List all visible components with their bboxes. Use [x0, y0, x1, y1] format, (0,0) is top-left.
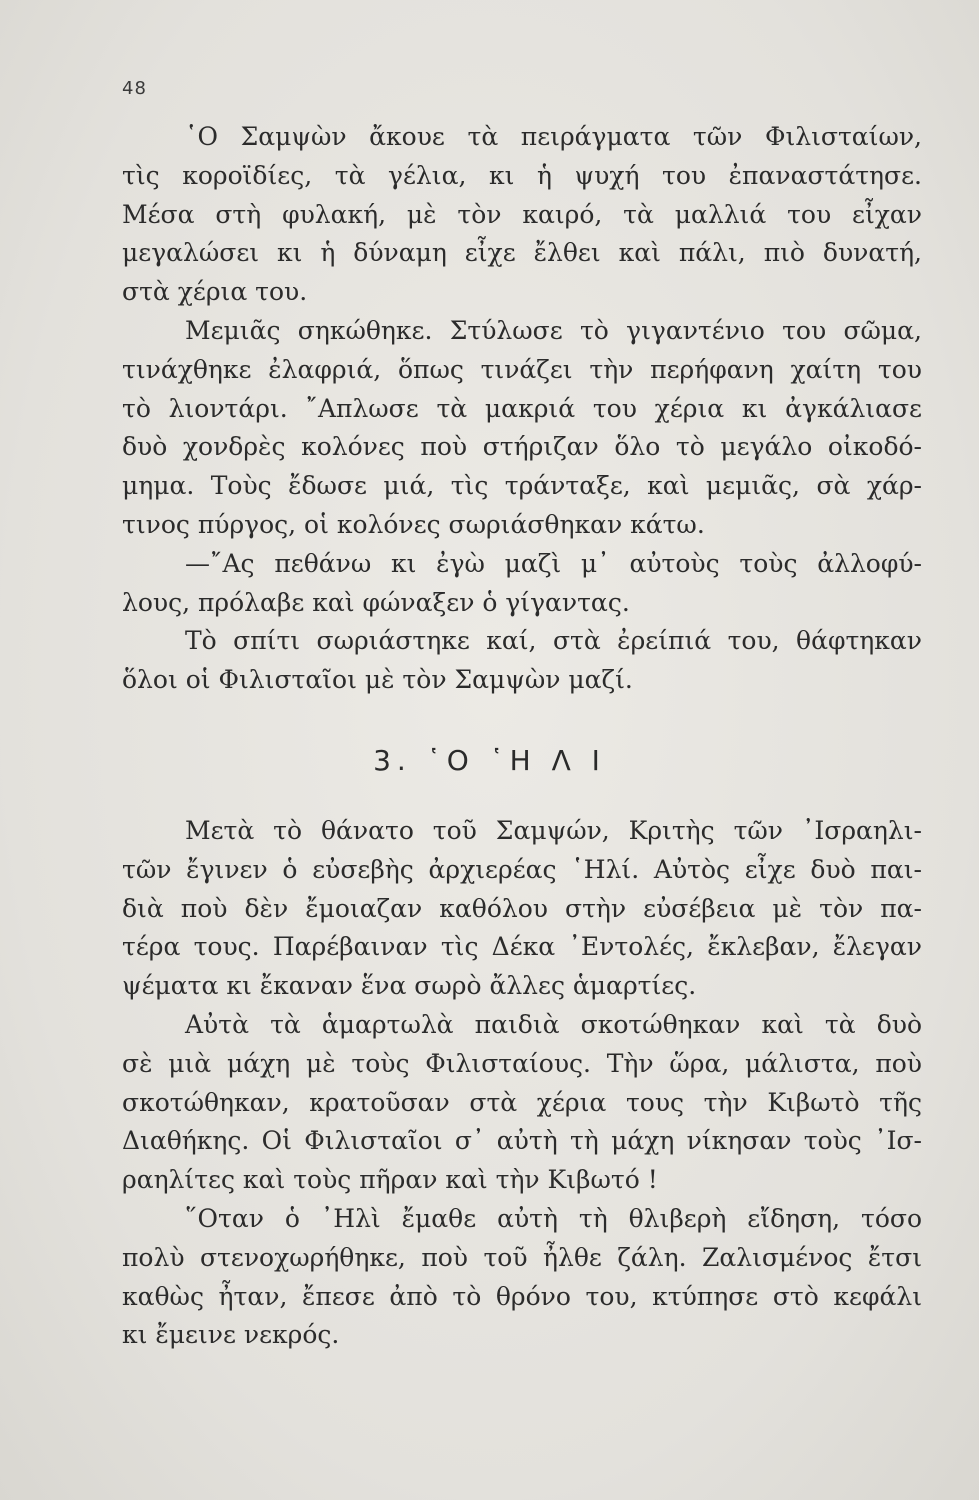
text-line: τὸ λιοντάρι. ῎Απλωσε τὰ μακριά του χέρια κι ἀγκάλιασε: [122, 393, 922, 423]
chapter-heading: 3. ῾Ο ῾Η Λ Ι: [373, 744, 606, 777]
text-line: μεγαλώσει κι ἡ δύναμη εἶχε ἔλθει καὶ πάλι, πιὸ δυνατή,: [122, 238, 922, 268]
text-line: πολὺ στενοχωρήθηκε, ποὺ τοῦ ἦλθε ζάλη. Ζαλισμένος ἔτσι: [122, 1242, 922, 1272]
text-line: —῎Ας πεθάνω κι ἐγὼ μαζὶ μ᾽ αὐτοὺς τοὺς ἀλλοφύ-: [185, 548, 922, 578]
text-line: Μετὰ τὸ θάνατο τοῦ Σαμψών, Κριτὴς τῶν ᾽Ισραηλι-: [185, 816, 922, 845]
text-line: ψέματα κι ἔκαναν ἕνα σωρὸ ἄλλες ἁμαρτίες.: [122, 971, 697, 1001]
text-line: Αὐτὰ τὰ ἁμαρτωλὰ παιδιὰ σκοτώθηκαν καὶ τὰ δυὸ: [185, 1009, 922, 1039]
text-line: Διαθήκης. Οἱ Φιλισταῖοι σ᾽ αὐτὴ τὴ μάχη νίκησαν τοὺς ᾽Ισ-: [122, 1126, 922, 1156]
text-line: λους, πρόλαβε καὶ φώναξεν ὁ γίγαντας.: [122, 587, 630, 617]
text-line: τινος πύργος, οἱ κολόνες σωριάσθηκαν κάτω.: [122, 509, 705, 539]
text-line: καθὼς ἦταν, ἔπεσε ἀπὸ τὸ θρόνο του, κτύπησε στὸ κεφάλι: [122, 1281, 922, 1311]
text-line: Μέσα στὴ φυλακή, μὲ τὸν καιρό, τὰ μαλλιά του εἶχαν: [122, 199, 922, 229]
section-one-text: [122, 118, 922, 700]
text-line: ῾Ο Σαμψὼν ἄκουε τὰ πειράγματα τῶν Φιλισταίων,: [185, 122, 922, 151]
page-number: 48: [122, 78, 147, 99]
text-line: σκοτώθηκαν, κρατοῦσαν στὰ χέρια τους τὴν Κιβωτὸ τῆς: [122, 1087, 922, 1117]
text-line: δυὸ χονδρὲς κολόνες ποὺ στήριζαν ὅλο τὸ μεγάλο οἰκοδό-: [122, 432, 922, 462]
text-line: σὲ μιὰ μάχη μὲ τοὺς Φιλισταίους. Τὴν ὥρα, μάλιστα, ποὺ: [122, 1048, 922, 1078]
text-line: ῞Οταν ὁ ᾽Ηλὶ ἔμαθε αὐτὴ τὴ θλιβερὴ εἴδηση, τόσο: [185, 1203, 922, 1233]
text-line: τέρα τους. Παρέβαιναν τὶς Δέκα ᾽Εντολές, ἔκλεβαν, ἔλεγαν: [122, 932, 922, 962]
text-line: μημα. Τοὺς ἔδωσε μιά, τὶς τράνταξε, καὶ μεμιᾶς, σὰ χάρ-: [122, 471, 922, 501]
text-line: τῶν ἔγινεν ὁ εὐσεβὴς ἀρχιερέας ῾Ηλί. Αὐτὸς εἶχε δυὸ παι-: [122, 854, 922, 884]
text-line: ὅλοι οἱ Φιλισταῖοι μὲ τὸν Σαμψὼν μαζί.: [122, 665, 633, 695]
text-line: Τὸ σπίτι σωριάστηκε καί, στὰ ἐρείπιά του, θάφτηκαν: [185, 626, 922, 656]
section-two-text: [122, 812, 922, 1355]
text-line: κι ἔμεινε νεκρός.: [122, 1320, 340, 1350]
text-line: τινάχθηκε ἐλαφριά, ὅπως τινάζει τὴν περήφανη χαίτη του: [122, 354, 922, 384]
text-line: διὰ ποὺ δὲν ἔμοιαζαν καθόλου στὴν εὐσέβεια μὲ τὸν πα-: [122, 893, 922, 923]
text-line: Μεμιᾶς σηκώθηκε. Στύλωσε τὸ γιγαντένιο του σῶμα,: [185, 315, 922, 345]
text-line: ραηλίτες καὶ τοὺς πῆραν καὶ τὴν Κιβωτό !: [122, 1165, 658, 1195]
text-line: τὶς κοροϊδίες, τὰ γέλια, κι ἡ ψυχή του ἐπαναστάτησε.: [122, 160, 922, 190]
text-line: στὰ χέρια του.: [122, 277, 308, 307]
